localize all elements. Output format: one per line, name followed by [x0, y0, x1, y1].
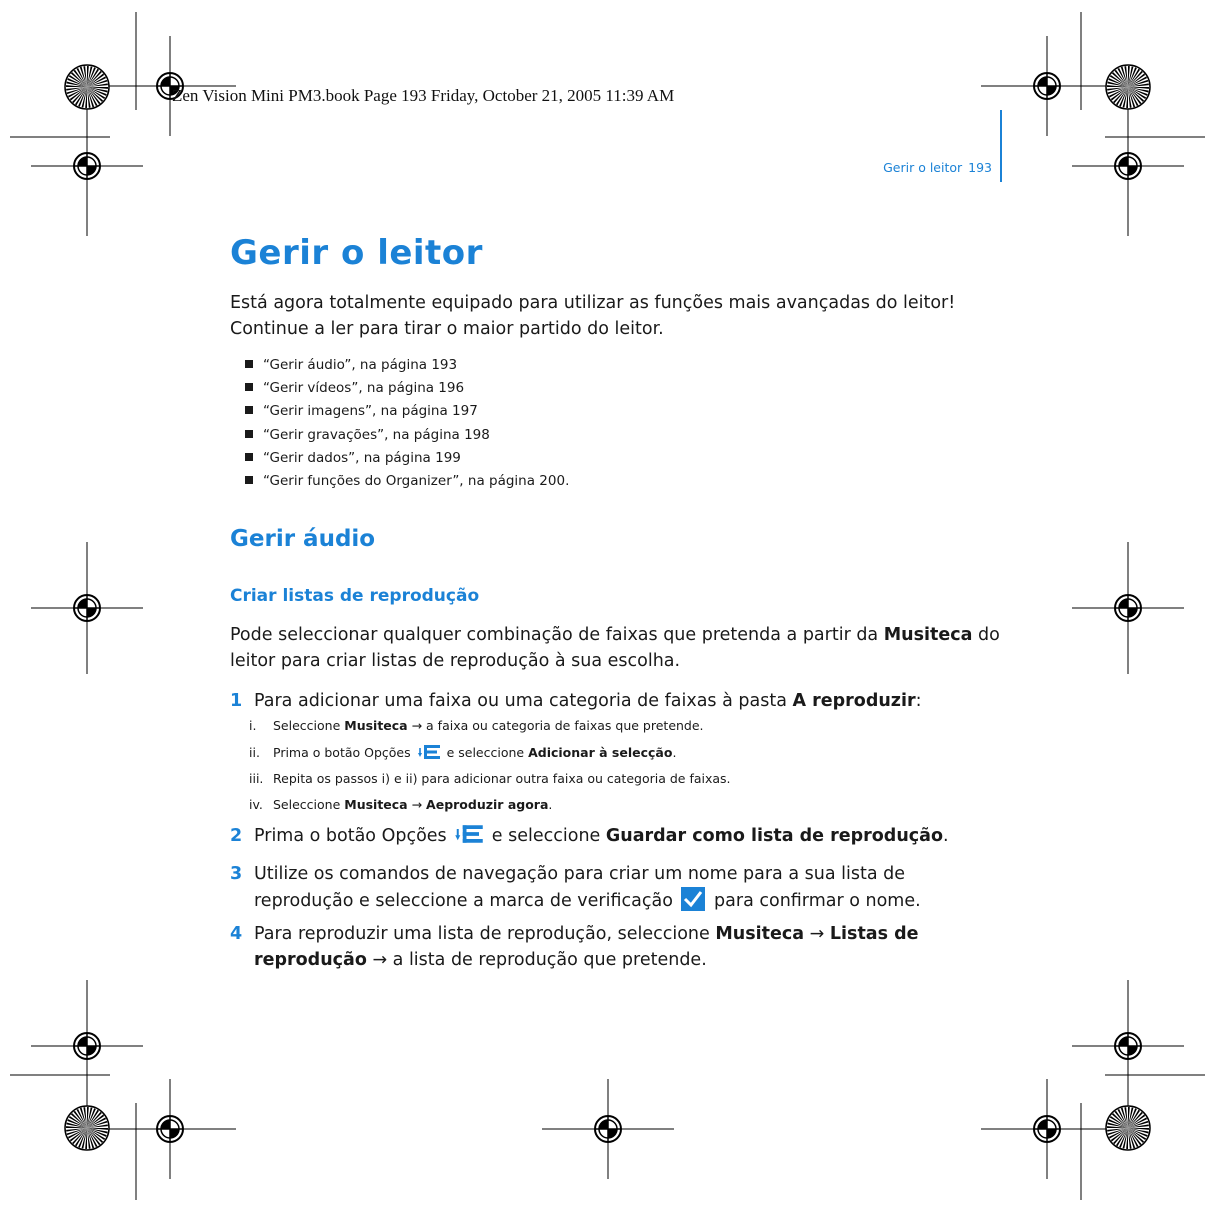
bullet-icon — [245, 476, 253, 484]
checkmark-icon — [681, 887, 705, 911]
section-list-item[interactable]: “Gerir dados”, na página 199 — [245, 447, 569, 470]
running-header — [830, 160, 992, 175]
step-number: 4 — [230, 924, 243, 944]
registration-mark-icon — [31, 980, 143, 1112]
step-number: 1 — [230, 691, 243, 711]
step-number: 2 — [230, 826, 243, 846]
bullet-icon — [245, 383, 253, 391]
page-title: Gerir o leitor — [230, 233, 483, 273]
page-number: 193 — [968, 160, 992, 175]
substep-iii: iii. Repita os passos i) e ii) para adicionar outra faixa ou categoria de faixas. — [249, 771, 731, 786]
body-paragraph: Pode seleccionar qualquer combinação de faixas que pretenda a partir da Musiteca do leitor para criar listas de reprodução à sua escolha. — [230, 625, 1000, 671]
registration-mark-icon — [981, 1079, 1113, 1179]
substep-ii: ii. Prima o botão Opções e seleccione Adicionar à selecção. — [249, 745, 677, 760]
step-text: Utilize os comandos de navegação para criar um nome para a sua lista de reprodução e seleccione a marca de verificação para confirmar o nome. — [254, 864, 921, 911]
section-list-item[interactable]: “Gerir imagens”, na página 197 — [245, 400, 569, 423]
registration-mark-icon — [1072, 542, 1184, 674]
subsection-heading: Criar listas de reprodução — [230, 586, 480, 606]
options-button-icon — [454, 824, 484, 844]
starburst-target-icon — [65, 1106, 109, 1150]
registration-mark-icon — [542, 1079, 674, 1179]
registration-mark-icon — [1072, 980, 1184, 1112]
substep-iv: iv. Seleccione Musiteca → Aeproduzir agora. — [249, 797, 553, 812]
starburst-target-icon — [65, 65, 109, 109]
section-list-item[interactable]: “Gerir áudio”, na página 193 — [245, 354, 569, 377]
starburst-target-icon — [1106, 1106, 1150, 1150]
step-text: Para reproduzir uma lista de reprodução, seleccione Musiteca → Listas de reprodução → a lista de reprodução que pretende. — [254, 924, 919, 970]
book-file-header: Zen Vision Mini PM3.book Page 193 Friday, October 21, 2005 11:39 AM — [172, 86, 675, 105]
bullet-icon — [245, 430, 253, 438]
header-rule — [1000, 110, 1002, 182]
registration-mark-icon — [31, 96, 143, 236]
bullet-icon — [245, 406, 253, 414]
step-text: Para adicionar uma faixa ou uma categoria de faixas à pasta A reproduzir: — [254, 691, 922, 711]
section-list — [245, 354, 569, 493]
intro-paragraph: Está agora totalmente equipado para utilizar as funções mais avançadas do leitor! Continue a ler para tirar o maior partido do leitor. — [230, 293, 956, 339]
registration-mark-icon — [1072, 96, 1184, 236]
step-text: Prima o botão Opções e seleccione Guardar como lista de reprodução. — [254, 826, 949, 846]
starburst-target-icon — [1106, 65, 1150, 109]
section-list-item[interactable]: “Gerir funções do Organizer”, na página 200. — [245, 470, 569, 493]
registration-mark-icon — [31, 542, 143, 674]
section-heading: Gerir áudio — [230, 526, 376, 552]
section-list-item[interactable]: “Gerir vídeos”, na página 196 — [245, 377, 569, 400]
step-number: 3 — [230, 864, 243, 884]
section-list-item[interactable]: “Gerir gravações”, na página 198 — [245, 424, 569, 447]
bullet-icon — [245, 360, 253, 368]
options-button-icon — [417, 744, 441, 760]
bullet-icon — [245, 453, 253, 461]
substep-i: i. Seleccione Musiteca → a faixa ou categoria de faixas que pretende. — [249, 718, 704, 733]
running-header-title: Gerir o leitor — [883, 160, 963, 175]
registration-mark-icon — [104, 1079, 236, 1179]
